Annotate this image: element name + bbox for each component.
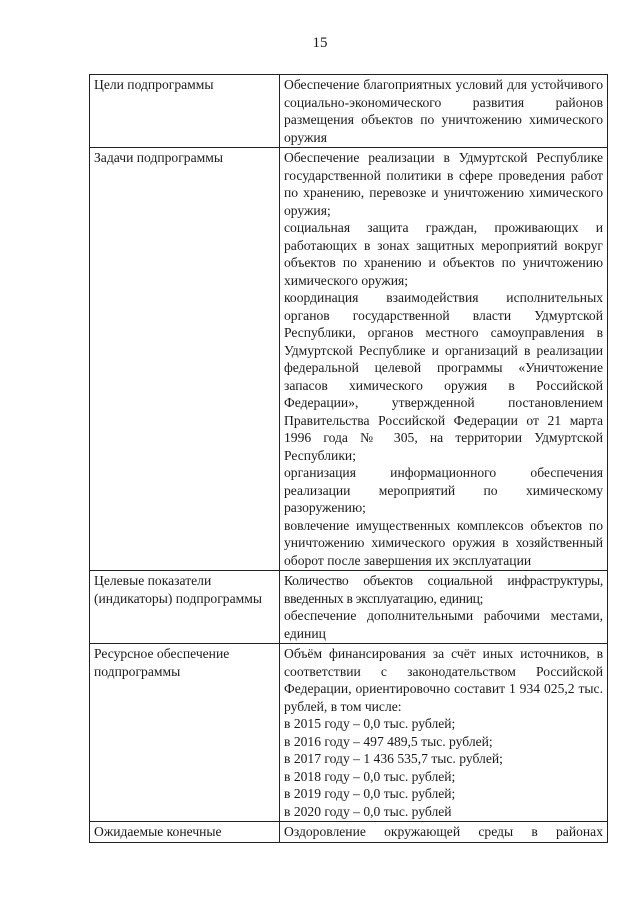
- paragraph: вовлечение имущественных комплексов объектов по уничтожению химического оружия в хозяйственный оборот после завершения их эксплуатации: [284, 517, 603, 568]
- row-label-goals: Цели подпрограммы: [90, 75, 280, 148]
- paragraph: Обеспечение благоприятных условий для устойчивого социально-экономического развития районов размещения объектов по уничтожению химического оружия: [284, 77, 603, 145]
- row-content-goals: [280, 75, 608, 148]
- paragraph: координация взаимодействия исполнительных органов государственной власти Удмуртской Республики, органов местного самоуправления в Удмуртской Республике и организаций в реализации федеральной целевой программы «Уничтожение запасов химического оружия в Российской Федерации», утвержденной постановлением Правительства Российской Федерации от 21 марта 1996 года № 305, на территории Удмуртской Республики;: [284, 290, 603, 463]
- paragraph: Обеспечение реализации в Удмуртской Республике государственной политики в сфере проведения работ по хранению, перевозке и уничтожению химического оружия;: [284, 150, 603, 218]
- paragraph: Оздоровление окружающей среды в районах: [284, 824, 603, 839]
- page-number: 15: [312, 35, 328, 51]
- funding-year-2016: в 2016 году – 497 489,5 тыс. рублей;: [284, 733, 493, 749]
- funding-year-2019: в 2019 году – 0,0 тыс. рублей;: [284, 786, 456, 801]
- funding-year-2015: в 2015 году – 0,0 тыс. рублей;: [284, 716, 456, 731]
- paragraph: организация информационного обеспечения реализации мероприятий по химическому разоружению;: [284, 465, 603, 515]
- row-content-funding: [280, 644, 608, 822]
- row-label-expected-results: Ожидаемые конечные: [90, 822, 280, 843]
- paragraph: социальная защита граждан, проживающих и работающих в зонах защитных мероприятий вокруг объектов по хранению и объектов по уничтожению химического оружия;: [284, 220, 603, 288]
- subprogram-passport-table: [89, 74, 608, 843]
- table-row-tasks: [90, 148, 608, 571]
- funding-year-2017: в 2017 году – 1 436 535,7 тыс. рублей;: [284, 751, 503, 766]
- row-label-indicators: Целевые показатели (индикаторы) подпрограммы: [90, 571, 280, 644]
- row-label-tasks: Задачи подпрограммы: [90, 148, 280, 571]
- row-content-indicators: [280, 571, 608, 644]
- funding-year-2018: в 2018 году – 0,0 тыс. рублей;: [284, 768, 456, 784]
- table-row-funding: [90, 644, 608, 822]
- row-content-expected-results: [280, 822, 608, 843]
- funding-year-2020: в 2020 году – 0,0 тыс. рублей: [284, 803, 452, 819]
- paragraph: обеспечение дополнительными рабочими местами, единиц: [284, 608, 603, 641]
- table-row-expected-results: [90, 822, 608, 843]
- row-label-funding: Ресурсное обеспечение подпрограммы: [90, 644, 280, 822]
- table-row-indicators: [90, 571, 608, 644]
- paragraph: Количество объектов социальной инфраструктуры, введенных в эксплуатацию, единиц;: [284, 573, 603, 606]
- paragraph: Объём финансирования за счёт иных источников, в соответствии с законодательством Российской Федерации, ориентировочно составит 1 934 025,2 тыс. рублей, в том числе:: [284, 646, 603, 714]
- table-row-goals: [90, 75, 608, 148]
- row-content-tasks: [280, 148, 608, 571]
